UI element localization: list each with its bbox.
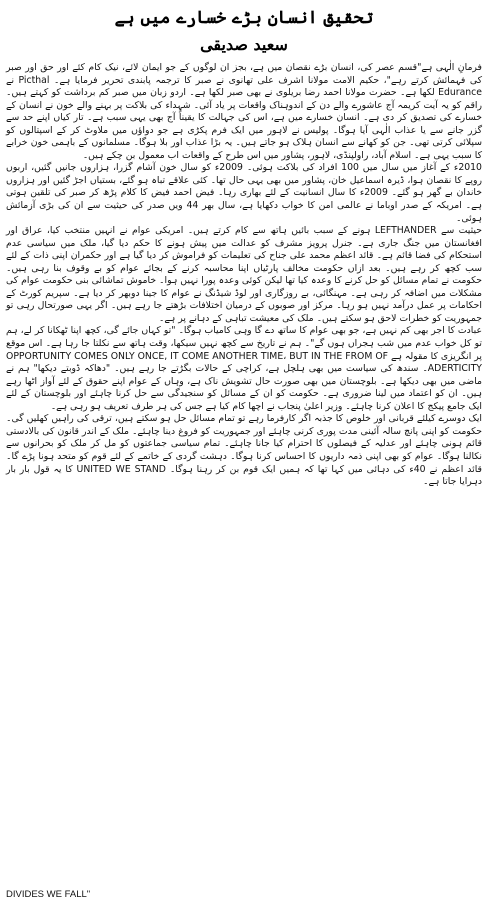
closing-quote: DIVIDES WE FALL" (6, 889, 91, 900)
article-author: سعید صدیقی (200, 35, 288, 54)
article-paragraph: 2010ء کے آغاز میں سال میں 100 افراد کی بلاکت ہوئی۔ 2009ء کو سال خون آشام گزرا، ہزاروں جانیں گئیں، اربوں روپے کا نقصان ہوا، ڈیرہ اسماعیل خان، پشاور میں بھی یہی حال تھا۔ کئی علاقے تباہ ہو گئے، بستیاں اجڑ گئیں اور ہزاروں خاندان بے گھر ہو گئے۔ 2009ء کا سال انسانیت کے لئے بھاری رہا۔ فیض احمد فیض کا کلام پڑھ کر صبر کی تلقین ہوتی ہے۔ امریکہ کے صدر اوباما نے عالمی امن کا خواب دکھایا ہے، سال بھر 44 ویں صدر کی حیثیت سے ان کی بڑی آزمائش ہوئی۔ (6, 162, 482, 224)
article-body (6, 62, 482, 489)
article-paragraph: حیثیت سے LEFTHANDER ہونے کے سبب بائیں ہاتھ سے کام کرتے ہیں۔ امریکی عوام نے انہیں منتخب کیا، عراق اور افغانستان میں جنگ جاری ہے۔ جنرل پرویز مشرف کو عدالت میں پیش ہونے کا حکم دیا گیا، ملک میں سیاسی عدم استحکام کی فضا قائم ہے۔ قائد اعظم محمد علی جناح کی تعلیمات کو فراموش کر دیا گیا ہے اور حکمران اپنی ذات کے لئے سب کچھ کر رہے ہیں۔ بعد ازاں حکومت مخالف پارٹیاں اپنا محاسبہ کرنے کے بجائے عوام کو بے وقوف بنا رہی ہیں۔ حکومت نے تمام مسائل کو حل کرنے کا وعدہ کیا تھا لیکن کوئی وعدہ پورا نہیں ہوا۔ خاموش تماشائی بنی حکومت عوام کی مشکلات میں اضافہ کر رہی ہے۔ مہنگائی، بے روزگاری اور لوڈ شیڈنگ نے عوام کا جینا دوبھر کر دیا ہے۔ سپریم کورٹ کے احکامات پر عمل درآمد نہیں ہو رہا۔ مرکز اور صوبوں کے درمیان اختلافات بڑھتے جا رہے ہیں۔ اگر یہی صورتحال رہی تو جمہوریت کو خطرات لاحق ہو سکتے ہیں۔ ملک کی معیشت تباہی کے دہانے پر ہے۔ (6, 225, 482, 324)
article-title: تحقیق انسان بڑے خسارے میں ہے (114, 8, 374, 28)
article-paragraph: فرمانِ الٰہی ہے"قسم عصر کی، انسان بڑے نقصان میں ہے، بجز ان لوگوں کے جو ایمان لائے، نیک کام کئے اور حق اور صبر کی فہمائش کرتے رہے"، حکیم الامت مولانا اشرف علی تھانوی نے صبر کا ترجمہ پابندی تحریر فرمایا ہے۔ Picthal نے Edurance لکھا ہے۔ حضرت مولانا احمد رضا بریلوی نے بھی صبر لکھا ہے۔ اردو زبان میں صبر کم برداشت کو کہتے ہیں۔ راقم کو یہ آیت کریمہ آج عاشورے والے دن کے اندوہناک واقعات پر یاد آئی۔ شہداء کی بلاکت پر بہنے والے خون نے انسان کے خسارے کی تصدیق کر دی ہے۔ انسان خسارے میں ہے، اس کی جہالت کا یقیناً آج بھی یہی سبب ہے۔ تار کیاں اپنے حد سے گزر جانے سے یا عذاب الٰہی آیا ہوگا۔ پولیس نے لاہور میں ایک فرم پکڑی ہے جو دواؤں میں ملاوٹ کر کے اسپتالوں کو سپلائی کرتی تھی۔ جن کو کھانے سے انسان ہلاک ہو جاتے ہیں۔ یہ بڑا عذاب اور بلا ہوگا۔ مسلمانوں کے باہمی خون خرابے کا سبب یہی ہے۔ اسلام آباد، راولپنڈی، لاہور، پشاور میں اس طرح کے واقعات اب معمول بن چکے ہیں۔ (6, 62, 482, 161)
article-paragraph: عبادت کا اجر بھی کم نہیں ہے، جو بھی عوام کا ساتھ دے گا وہی کامیاب ہوگا۔ "تو کہاں جائے گی، کچھ اپنا ٹھکانا کر لے، ہم تو کل خواب عدم میں شب ہجراں ہوں گے"۔ ہم نے تاریخ سے کچھ نہیں سیکھا، وقت ہاتھ سے نکلتا جا رہا ہے۔ اس موقع پر انگریزی کا مقولہ ہے OPPORTUNITY COMES ONLY ONCE, IT COME ANOTHER TIME، BUT IN THE FROM OF ADERTICITY۔ سندھ کی سیاست میں بھی ہلچل ہے، کراچی کے حالات بگڑتے جا رہے ہیں۔ "دھاکہ ڈوبتے دیکھا" ہم نے ماضی میں بھی دیکھا ہے۔ بلوچستان میں بھی صورت حال تشویش ناک ہے، وہاں کے عوام اپنے حقوق کے لئے آواز اٹھا رہے ہیں۔ ان کو اعتماد میں لینا ضروری ہے۔ حکومت کو ان کے مسائل کو سنجیدگی سے حل کرنا چاہئے اور بلوچستان کے لئے ایک جامع پیکج کا اعلان کرنا چاہئے۔ وزیر اعلیٰ پنجاب نے اچھا کام کیا ہے جس کی ہر طرف تعریف ہو رہی ہے۔ (6, 325, 483, 412)
article-paragraph: ایک دوسرے کیلئے قربانی اور خلوص کا جذبہ اگر کارفرما رہے تو تمام مسائل حل ہو سکتے ہیں، ترقی کی راہیں کھلیں گی۔ حکومت کو اپنی پانچ سالہ آئینی مدت پوری کرنی چاہئے اور جمہوریت کو فروغ دینا چاہئے۔ ملک کے اندر قانون کی بالادستی قائم ہونی چاہئے اور عدلیہ کے فیصلوں کا احترام کیا جانا چاہئے۔ تمام سیاسی جماعتوں کو مل کر ملک کو بحرانوں سے نکالنا ہوگا۔ عوام کو بھی اپنی ذمہ داریوں کا احساس کرنا ہوگا۔ دہشت گردی کے خاتمے کے لئے قوم کو متحد ہونا پڑے گا۔ قائد اعظم نے 40ء کی دہائی میں کہا تھا کہ ہمیں ایک قوم بن کر رہنا ہوگا۔ UNITED WE STAND کا یہ قول بار بار دہرایا جاتا ہے۔ (6, 413, 482, 488)
